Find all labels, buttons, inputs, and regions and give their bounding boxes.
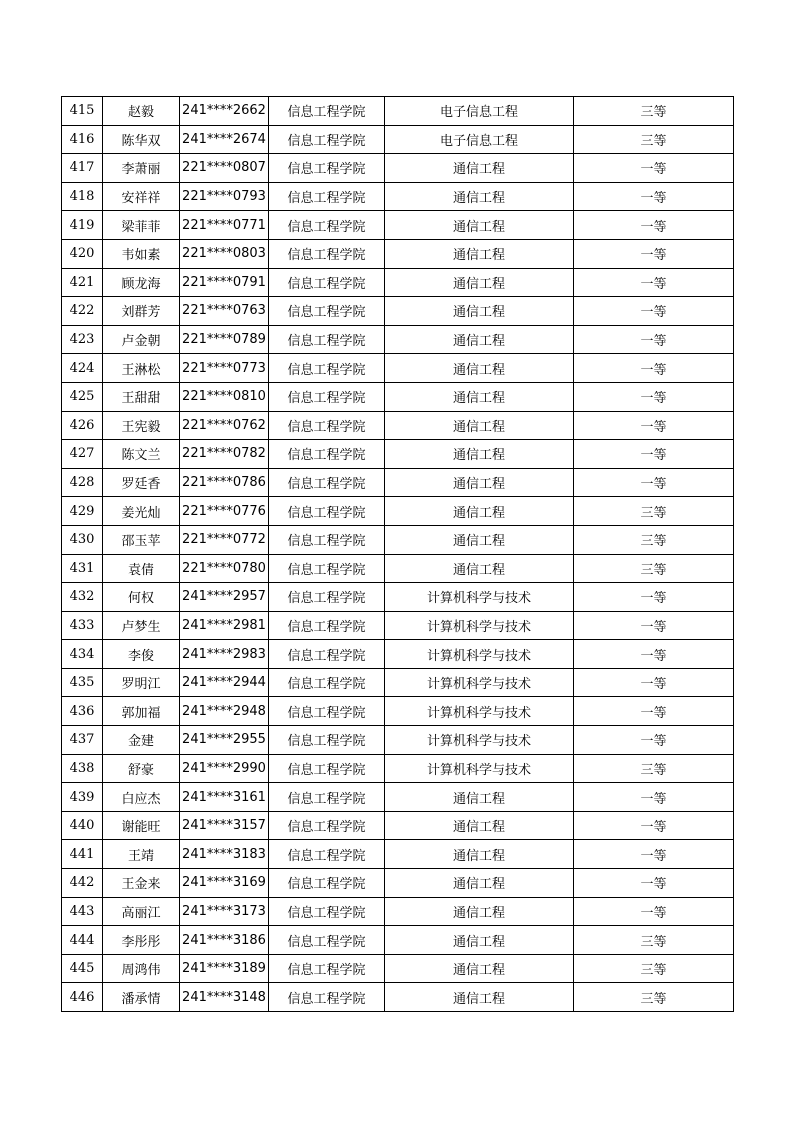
- college-name: 信息工程学院: [269, 239, 385, 268]
- student-name: 王甜甜: [103, 382, 180, 411]
- row-number: 444: [62, 926, 103, 955]
- college-name: 信息工程学院: [269, 497, 385, 526]
- row-number: 430: [62, 525, 103, 554]
- student-id: 221****0771: [180, 211, 269, 240]
- college-name: 信息工程学院: [269, 525, 385, 554]
- student-id: 241****2990: [180, 754, 269, 783]
- award-grade: 一等: [574, 382, 734, 411]
- student-name: 白应杰: [103, 783, 180, 812]
- table-row: [62, 411, 734, 440]
- major-name: 通信工程: [385, 354, 574, 383]
- student-name: 王靖: [103, 840, 180, 869]
- table-row: [62, 726, 734, 755]
- student-name: 罗明江: [103, 668, 180, 697]
- student-name: 李俊: [103, 640, 180, 669]
- row-number: 431: [62, 554, 103, 583]
- student-id: 241****3148: [180, 983, 269, 1012]
- award-grade: 一等: [574, 811, 734, 840]
- student-id: 241****2674: [180, 125, 269, 154]
- student-name: 李萧丽: [103, 154, 180, 183]
- student-id: 221****0773: [180, 354, 269, 383]
- award-grade: 一等: [574, 154, 734, 183]
- college-name: 信息工程学院: [269, 869, 385, 898]
- college-name: 信息工程学院: [269, 354, 385, 383]
- student-id: 221****0780: [180, 554, 269, 583]
- roster-body: [62, 97, 734, 1012]
- student-name: 安祥祥: [103, 182, 180, 211]
- student-id: 221****0810: [180, 382, 269, 411]
- row-number: 422: [62, 297, 103, 326]
- award-grade: 一等: [574, 440, 734, 469]
- award-grade: 一等: [574, 239, 734, 268]
- row-number: 438: [62, 754, 103, 783]
- college-name: 信息工程学院: [269, 726, 385, 755]
- college-name: 信息工程学院: [269, 125, 385, 154]
- table-row: [62, 954, 734, 983]
- student-name: 邵玉苹: [103, 525, 180, 554]
- table-row: [62, 983, 734, 1012]
- table-row: [62, 554, 734, 583]
- row-number: 421: [62, 268, 103, 297]
- student-id: 241****2948: [180, 697, 269, 726]
- student-id: 221****0772: [180, 525, 269, 554]
- student-name: 谢能旺: [103, 811, 180, 840]
- major-name: 通信工程: [385, 954, 574, 983]
- student-name: 王淋松: [103, 354, 180, 383]
- student-id: 241****2955: [180, 726, 269, 755]
- student-id: 241****2662: [180, 97, 269, 126]
- student-id: 241****3173: [180, 897, 269, 926]
- major-name: 通信工程: [385, 211, 574, 240]
- college-name: 信息工程学院: [269, 697, 385, 726]
- row-number: 425: [62, 382, 103, 411]
- table-row: [62, 640, 734, 669]
- award-grade: 一等: [574, 840, 734, 869]
- major-name: 通信工程: [385, 811, 574, 840]
- award-grade: 一等: [574, 869, 734, 898]
- college-name: 信息工程学院: [269, 668, 385, 697]
- award-grade: 一等: [574, 897, 734, 926]
- table-row: [62, 468, 734, 497]
- row-number: 415: [62, 97, 103, 126]
- row-number: 434: [62, 640, 103, 669]
- student-name: 陈华双: [103, 125, 180, 154]
- student-id: 221****0789: [180, 325, 269, 354]
- college-name: 信息工程学院: [269, 440, 385, 469]
- major-name: 计算机科学与技术: [385, 697, 574, 726]
- student-name: 卢金朝: [103, 325, 180, 354]
- student-name: 赵毅: [103, 97, 180, 126]
- student-name: 卢梦生: [103, 611, 180, 640]
- award-grade: 一等: [574, 182, 734, 211]
- table-row: [62, 268, 734, 297]
- student-id: 241****3157: [180, 811, 269, 840]
- table-row: [62, 211, 734, 240]
- table-row: [62, 668, 734, 697]
- college-name: 信息工程学院: [269, 897, 385, 926]
- row-number: 417: [62, 154, 103, 183]
- major-name: 通信工程: [385, 497, 574, 526]
- award-grade: 一等: [574, 268, 734, 297]
- college-name: 信息工程学院: [269, 468, 385, 497]
- student-id: 221****0793: [180, 182, 269, 211]
- student-name: 高丽江: [103, 897, 180, 926]
- major-name: 通信工程: [385, 926, 574, 955]
- row-number: 428: [62, 468, 103, 497]
- award-grade: 一等: [574, 611, 734, 640]
- table-row: [62, 182, 734, 211]
- student-id: 221****0786: [180, 468, 269, 497]
- college-name: 信息工程学院: [269, 754, 385, 783]
- award-grade: 一等: [574, 668, 734, 697]
- row-number: 443: [62, 897, 103, 926]
- row-number: 437: [62, 726, 103, 755]
- student-id: 221****0782: [180, 440, 269, 469]
- major-name: 通信工程: [385, 983, 574, 1012]
- major-name: 通信工程: [385, 268, 574, 297]
- row-number: 442: [62, 869, 103, 898]
- row-number: 420: [62, 239, 103, 268]
- college-name: 信息工程学院: [269, 611, 385, 640]
- student-id: 221****0763: [180, 297, 269, 326]
- table-row: [62, 325, 734, 354]
- table-row: [62, 239, 734, 268]
- award-grade: 三等: [574, 125, 734, 154]
- table-row: [62, 583, 734, 612]
- college-name: 信息工程学院: [269, 325, 385, 354]
- major-name: 计算机科学与技术: [385, 611, 574, 640]
- row-number: 433: [62, 611, 103, 640]
- student-name: 潘承情: [103, 983, 180, 1012]
- college-name: 信息工程学院: [269, 926, 385, 955]
- award-grade: 一等: [574, 640, 734, 669]
- award-grade: 一等: [574, 211, 734, 240]
- row-number: 445: [62, 954, 103, 983]
- student-name: 姜光灿: [103, 497, 180, 526]
- college-name: 信息工程学院: [269, 211, 385, 240]
- college-name: 信息工程学院: [269, 154, 385, 183]
- student-name: 陈文兰: [103, 440, 180, 469]
- row-number: 426: [62, 411, 103, 440]
- student-name: 金建: [103, 726, 180, 755]
- student-name: 李彤彤: [103, 926, 180, 955]
- award-grade: 一等: [574, 697, 734, 726]
- student-id: 241****2957: [180, 583, 269, 612]
- table-row: [62, 840, 734, 869]
- table-row: [62, 497, 734, 526]
- college-name: 信息工程学院: [269, 811, 385, 840]
- college-name: 信息工程学院: [269, 583, 385, 612]
- award-grade: 三等: [574, 97, 734, 126]
- award-grade: 一等: [574, 411, 734, 440]
- table-row: [62, 97, 734, 126]
- table-row: [62, 897, 734, 926]
- award-grade: 一等: [574, 726, 734, 755]
- table-row: [62, 611, 734, 640]
- student-id: 221****0776: [180, 497, 269, 526]
- major-name: 通信工程: [385, 440, 574, 469]
- student-id: 241****2981: [180, 611, 269, 640]
- award-grade: 一等: [574, 325, 734, 354]
- major-name: 通信工程: [385, 382, 574, 411]
- student-id: 221****0803: [180, 239, 269, 268]
- award-grade: 三等: [574, 983, 734, 1012]
- row-number: 419: [62, 211, 103, 240]
- college-name: 信息工程学院: [269, 382, 385, 411]
- college-name: 信息工程学院: [269, 297, 385, 326]
- award-grade: 三等: [574, 525, 734, 554]
- table-row: [62, 869, 734, 898]
- table-row: [62, 926, 734, 955]
- student-id: 221****0762: [180, 411, 269, 440]
- college-name: 信息工程学院: [269, 954, 385, 983]
- major-name: 通信工程: [385, 554, 574, 583]
- major-name: 计算机科学与技术: [385, 726, 574, 755]
- award-grade: 三等: [574, 554, 734, 583]
- major-name: 通信工程: [385, 468, 574, 497]
- row-number: 441: [62, 840, 103, 869]
- college-name: 信息工程学院: [269, 640, 385, 669]
- table-row: [62, 811, 734, 840]
- row-number: 427: [62, 440, 103, 469]
- major-name: 通信工程: [385, 783, 574, 812]
- row-number: 439: [62, 783, 103, 812]
- table-row: [62, 440, 734, 469]
- row-number: 435: [62, 668, 103, 697]
- student-id: 221****0807: [180, 154, 269, 183]
- table-row: [62, 354, 734, 383]
- student-id: 241****3189: [180, 954, 269, 983]
- row-number: 440: [62, 811, 103, 840]
- table-row: [62, 125, 734, 154]
- table-row: [62, 297, 734, 326]
- award-grade: 三等: [574, 926, 734, 955]
- major-name: 通信工程: [385, 525, 574, 554]
- row-number: 416: [62, 125, 103, 154]
- row-number: 436: [62, 697, 103, 726]
- student-name: 王宪毅: [103, 411, 180, 440]
- row-number: 424: [62, 354, 103, 383]
- table-row: [62, 754, 734, 783]
- table-row: [62, 697, 734, 726]
- student-id: 241****3169: [180, 869, 269, 898]
- college-name: 信息工程学院: [269, 983, 385, 1012]
- student-id: 241****2983: [180, 640, 269, 669]
- student-name: 郭加福: [103, 697, 180, 726]
- student-id: 241****3186: [180, 926, 269, 955]
- college-name: 信息工程学院: [269, 554, 385, 583]
- row-number: 429: [62, 497, 103, 526]
- major-name: 通信工程: [385, 154, 574, 183]
- award-grade: 一等: [574, 297, 734, 326]
- major-name: 通信工程: [385, 239, 574, 268]
- college-name: 信息工程学院: [269, 182, 385, 211]
- college-name: 信息工程学院: [269, 268, 385, 297]
- table-row: [62, 783, 734, 812]
- college-name: 信息工程学院: [269, 97, 385, 126]
- major-name: 通信工程: [385, 411, 574, 440]
- award-grade: 三等: [574, 954, 734, 983]
- student-id: 241****2944: [180, 668, 269, 697]
- college-name: 信息工程学院: [269, 840, 385, 869]
- major-name: 通信工程: [385, 325, 574, 354]
- award-grade: 一等: [574, 468, 734, 497]
- row-number: 432: [62, 583, 103, 612]
- major-name: 计算机科学与技术: [385, 668, 574, 697]
- student-name: 韦如素: [103, 239, 180, 268]
- major-name: 计算机科学与技术: [385, 583, 574, 612]
- row-number: 446: [62, 983, 103, 1012]
- row-number: 423: [62, 325, 103, 354]
- student-name: 舒豪: [103, 754, 180, 783]
- student-id: 241****3161: [180, 783, 269, 812]
- student-name: 何权: [103, 583, 180, 612]
- student-id: 221****0791: [180, 268, 269, 297]
- major-name: 通信工程: [385, 869, 574, 898]
- major-name: 电子信息工程: [385, 97, 574, 126]
- major-name: 通信工程: [385, 297, 574, 326]
- award-grade: 一等: [574, 583, 734, 612]
- student-name: 周鸿伟: [103, 954, 180, 983]
- student-name: 刘群芳: [103, 297, 180, 326]
- college-name: 信息工程学院: [269, 783, 385, 812]
- major-name: 通信工程: [385, 182, 574, 211]
- student-name: 罗廷香: [103, 468, 180, 497]
- table-row: [62, 525, 734, 554]
- award-grade: 一等: [574, 783, 734, 812]
- student-name: 顾龙海: [103, 268, 180, 297]
- major-name: 电子信息工程: [385, 125, 574, 154]
- row-number: 418: [62, 182, 103, 211]
- student-name: 梁菲菲: [103, 211, 180, 240]
- award-roster-table: [61, 96, 734, 1012]
- award-grade: 三等: [574, 754, 734, 783]
- table-row: [62, 154, 734, 183]
- student-name: 袁倩: [103, 554, 180, 583]
- college-name: 信息工程学院: [269, 411, 385, 440]
- student-name: 王金来: [103, 869, 180, 898]
- student-id: 241****3183: [180, 840, 269, 869]
- major-name: 计算机科学与技术: [385, 640, 574, 669]
- award-grade: 三等: [574, 497, 734, 526]
- award-grade: 一等: [574, 354, 734, 383]
- table-row: [62, 382, 734, 411]
- major-name: 通信工程: [385, 897, 574, 926]
- major-name: 通信工程: [385, 840, 574, 869]
- major-name: 计算机科学与技术: [385, 754, 574, 783]
